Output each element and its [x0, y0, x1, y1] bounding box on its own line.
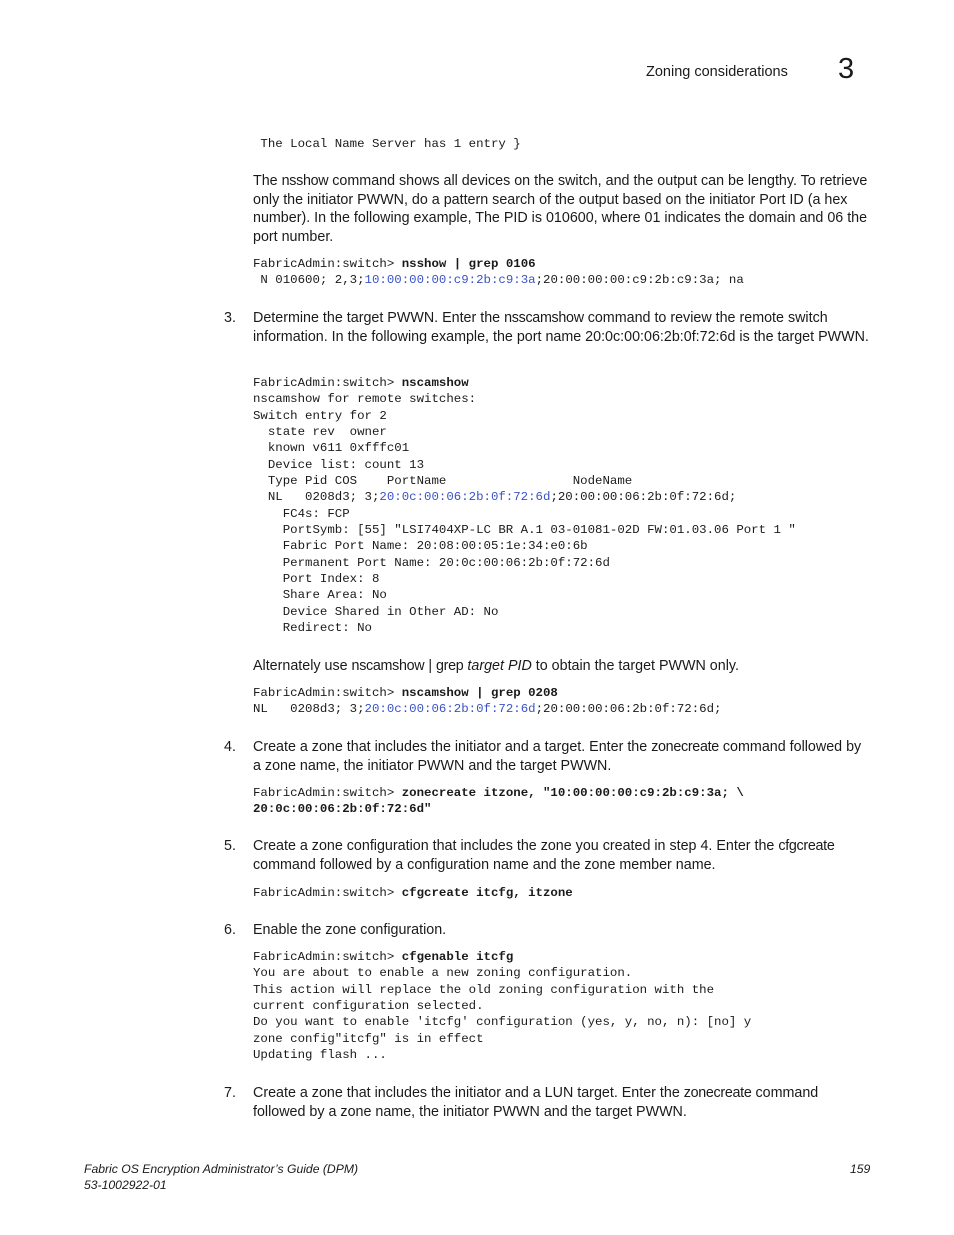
text: to obtain the target PWWN only.	[531, 658, 739, 674]
step-4-text	[253, 738, 869, 775]
code-prompt: FabricAdmin:switch>	[253, 257, 402, 271]
footer-document-number: 53-1002922-01	[84, 1178, 167, 1192]
code-command: nsshow | grep 0106	[401, 257, 536, 271]
text: command followed by a zone name, the initiator PWWN and the target PWWN.	[253, 1085, 819, 1120]
command-name: grep	[436, 658, 464, 674]
step-number: 3.	[224, 310, 236, 326]
pwwn-link[interactable]: 10:00:00:00:c9:2b:c9:3a	[364, 273, 536, 288]
text: Determine the target PWWN. Enter the	[253, 310, 505, 326]
step-6-text	[253, 921, 869, 940]
code-block-cfgcreate	[253, 885, 573, 901]
code-block-cfgenable	[253, 949, 751, 1063]
code-output: NL 0208d3; 3;	[253, 490, 380, 505]
command-name: nscamshow	[351, 658, 425, 674]
code-output: You are about to enable a new zoning configuration. This action will replace the old zoning configuration with the current configuration selected. Do you want to enable 'itcfg' configuration (yes, y, no, n): [no] y zone config"itcfg" is in effect Updating flash ...	[253, 966, 752, 1063]
text: command to review the remote switch information. In the following example, the port name 20:0c:00:06:2b:0f:72:6d is the target PWWN.	[253, 310, 869, 345]
code-output: nscamshow for remote switches: Switch entry for 2 state rev owner known v611 0xfffc01 Device list: count 13 Type Pid COS PortName NodeName	[253, 392, 633, 489]
paragraph-nsshow	[253, 172, 869, 246]
code-output: N 010600; 2,3;	[253, 273, 365, 288]
text: Create a zone configuration that includes the zone you created in step 4. Enter the	[253, 838, 779, 854]
code-output: ;20:00:00:00:c9:2b:c9:3a; na	[535, 273, 744, 288]
code-line: The Local Name Server has 1 entry }	[253, 137, 521, 151]
text: Create a zone that includes the initiator and a LUN target. Enter the	[253, 1085, 684, 1101]
code-block-nsshow-grep	[253, 256, 744, 289]
command-name: zonecreate	[651, 739, 719, 755]
step-number: 5.	[224, 838, 236, 854]
command-name: nsshow	[281, 173, 329, 189]
code-output: FC4s: FCP PortSymb: [55] "LSI7404XP-LC BR A.1 03-01081-02D FW:01.03.06 Port 1 " Fabric Port Name: 20:08:00:05:1e:34:e0:6b Permanent Port Name: 20:0c:00:06:2b:0f:72:6d Port Index: 8 Share Area: No Device Shared in Other AD: No Redirect: No	[282, 506, 796, 636]
code-command: nscamshow	[401, 376, 469, 390]
chapter-number: 3	[838, 53, 855, 85]
code-block-lns-entry	[253, 136, 521, 152]
text: command shows all devices on the switch, and the output can be lengthy. To retrieve only the initiator PWWN, do a pattern search of the output based on the initiator Port ID (a hex number). In the following example, The PID is 010600, where 01 indicates the domain and 06 the port number.	[253, 173, 868, 245]
command-name: nsscamshow	[504, 310, 584, 326]
text: command followed by a configuration name and the zone member name.	[253, 856, 716, 873]
text: Alternately use	[253, 658, 352, 674]
code-prompt: FabricAdmin:switch>	[253, 376, 402, 390]
step-number: 6.	[224, 922, 236, 938]
text: Enable the zone configuration.	[253, 922, 447, 938]
code-command: nscamshow | grep 0208	[401, 686, 558, 700]
code-prompt: FabricAdmin:switch>	[253, 950, 402, 964]
code-prompt: FabricAdmin:switch>	[253, 686, 402, 700]
paragraph-alternate	[253, 657, 869, 676]
text: |	[424, 658, 437, 674]
code-prompt: FabricAdmin:switch>	[253, 886, 402, 900]
code-output: ;20:00:00:06:2b:0f:72:6d;	[535, 702, 722, 717]
code-command: cfgenable itcfg	[401, 950, 514, 964]
command-name: zonecreate	[683, 1085, 752, 1101]
parameter-name: target PID	[467, 658, 532, 674]
footer-page-number: 159	[850, 1162, 871, 1176]
code-output: NL 0208d3; 3;	[253, 702, 365, 717]
step-7-text	[253, 1084, 869, 1121]
code-prompt: FabricAdmin:switch>	[253, 786, 402, 800]
code-block-zonecreate	[253, 785, 744, 818]
pwwn-link[interactable]: 20:0c:00:06:2b:0f:72:6d	[379, 490, 551, 505]
text: command followed by a zone name, the initiator PWWN and the target PWWN.	[253, 739, 862, 774]
command-name: cfgcreate	[778, 838, 835, 854]
pwwn-link[interactable]: 20:0c:00:06:2b:0f:72:6d	[364, 702, 536, 717]
footer-document-title: Fabric OS Encryption Administrator’s Guide (DPM)	[84, 1162, 359, 1176]
code-command: cfgcreate itcfg, itzone	[401, 886, 573, 900]
code-output: ;20:00:00:06:2b:0f:72:6d;	[550, 490, 737, 505]
code-block-nscamshow-grep	[253, 685, 721, 718]
code-command: 20:0c:00:06:2b:0f:72:6d"	[253, 802, 432, 817]
step-3-text	[253, 309, 869, 346]
running-header-title: Zoning considerations	[646, 64, 788, 80]
step-number: 4.	[224, 739, 236, 755]
step-number: 7.	[224, 1085, 236, 1101]
text: The	[253, 173, 282, 189]
code-command: zonecreate itzone, "10:00:00:00:c9:2b:c9:3a; \	[401, 786, 744, 800]
step-5-text	[253, 837, 869, 874]
code-block-nscamshow	[253, 375, 796, 637]
text: Create a zone that includes the initiator and a target. Enter the	[253, 739, 652, 755]
